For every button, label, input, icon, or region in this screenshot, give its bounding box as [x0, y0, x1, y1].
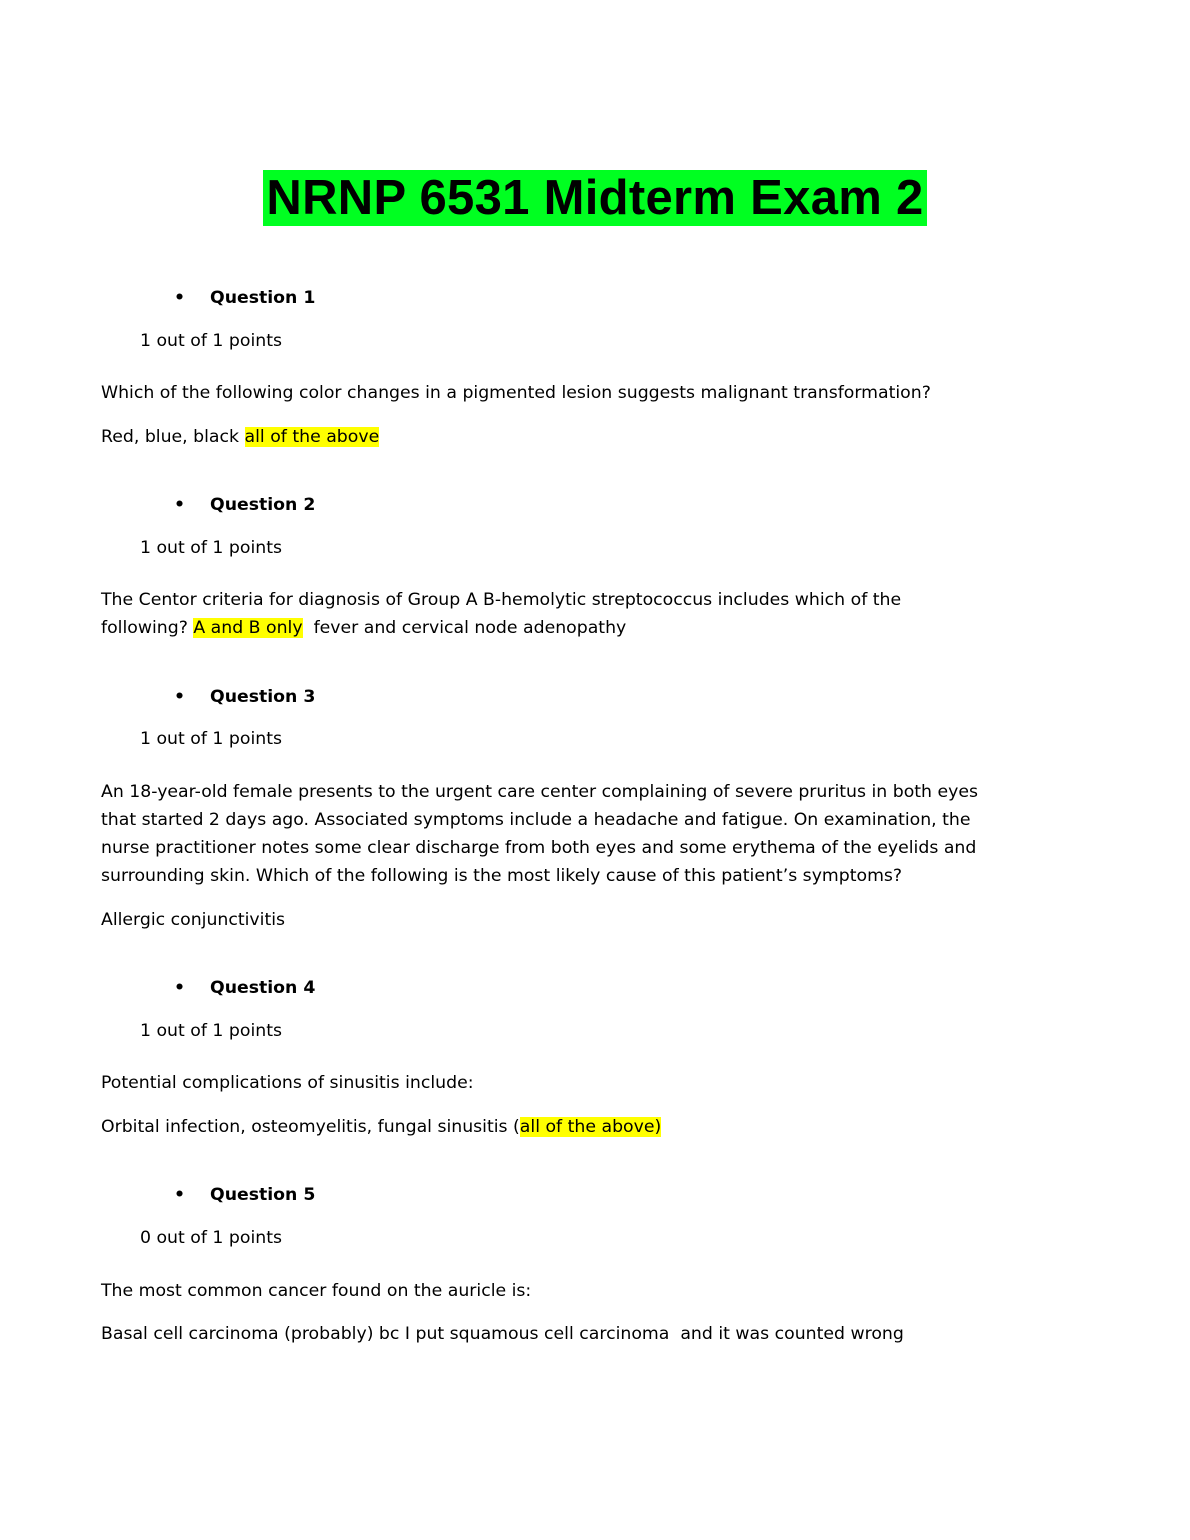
- question-1-label: Question 1: [210, 288, 316, 308]
- question-5-label: Question 5: [210, 1185, 316, 1205]
- question-5-heading: [174, 1183, 315, 1207]
- question-2-prompt-line-1: The Centor criteria for diagnosis of Group A B-hemolytic streptococcus includes which of the: [101, 590, 902, 610]
- question-2-points: 1 out of 1 points: [140, 538, 282, 558]
- question-3-prompt-line-2: that started 2 days ago. Associated symptoms include a headache and fatigue. On examination, the: [101, 810, 971, 830]
- question-3-answer: Allergic conjunctivitis: [101, 910, 286, 930]
- question-3-prompt-line-3: nurse practitioner notes some clear discharge from both eyes and some erythema of the eyelids and: [101, 838, 977, 858]
- question-5-answer: Basal cell carcinoma (probably) bc I put squamous cell carcinoma and it was counted wrong: [101, 1324, 904, 1344]
- question-2-prompt-suffix: fever and cervical node adenopathy: [302, 618, 627, 638]
- question-4-answer: [101, 1113, 661, 1141]
- question-1-answer-highlight: all of the above: [244, 427, 380, 447]
- question-1-prompt: Which of the following color changes in a pigmented lesion suggests malignant transformation?: [101, 383, 931, 403]
- question-2-label: Question 2: [210, 495, 316, 515]
- question-4-answer-highlight: all of the above): [519, 1117, 662, 1137]
- question-3-points: 1 out of 1 points: [140, 729, 282, 749]
- question-3-prompt-line-4: surrounding skin. Which of the following is the most likely cause of this patient’s symptoms?: [101, 866, 903, 886]
- question-4-label: Question 4: [210, 978, 316, 998]
- bullet-icon: •: [174, 495, 186, 515]
- bullet-icon: •: [174, 288, 186, 308]
- question-3-heading: [174, 685, 315, 709]
- question-2-answer-highlight: A and B only: [193, 618, 303, 638]
- bullet-icon: •: [174, 1185, 186, 1205]
- question-1-answer-text: Red, blue, black: [101, 427, 245, 447]
- bullet-icon: •: [174, 978, 186, 998]
- question-1-heading: [174, 286, 315, 310]
- question-4-points: 1 out of 1 points: [140, 1021, 282, 1041]
- question-1-answer: [101, 423, 379, 451]
- question-2-prompt-line-2: [101, 614, 626, 642]
- question-5-points: 0 out of 1 points: [140, 1228, 282, 1248]
- question-3-label: Question 3: [210, 687, 316, 707]
- title-block: [0, 170, 1190, 226]
- question-4-prompt: Potential complications of sinusitis include:: [101, 1073, 474, 1093]
- question-5-prompt: The most common cancer found on the auricle is:: [101, 1281, 532, 1301]
- question-1-points: 1 out of 1 points: [140, 331, 282, 351]
- bullet-icon: •: [174, 687, 186, 707]
- question-2-heading: [174, 493, 315, 517]
- question-3-prompt-line-1: An 18-year-old female presents to the urgent care center complaining of severe pruritus in both eyes: [101, 782, 978, 802]
- page-title: NRNP 6531 Midterm Exam 2: [263, 170, 926, 226]
- question-4-answer-text: Orbital infection, osteomyelitis, fungal sinusitis (: [101, 1117, 520, 1137]
- question-4-heading: [174, 976, 315, 1000]
- question-2-prompt-prefix: following?: [101, 618, 194, 638]
